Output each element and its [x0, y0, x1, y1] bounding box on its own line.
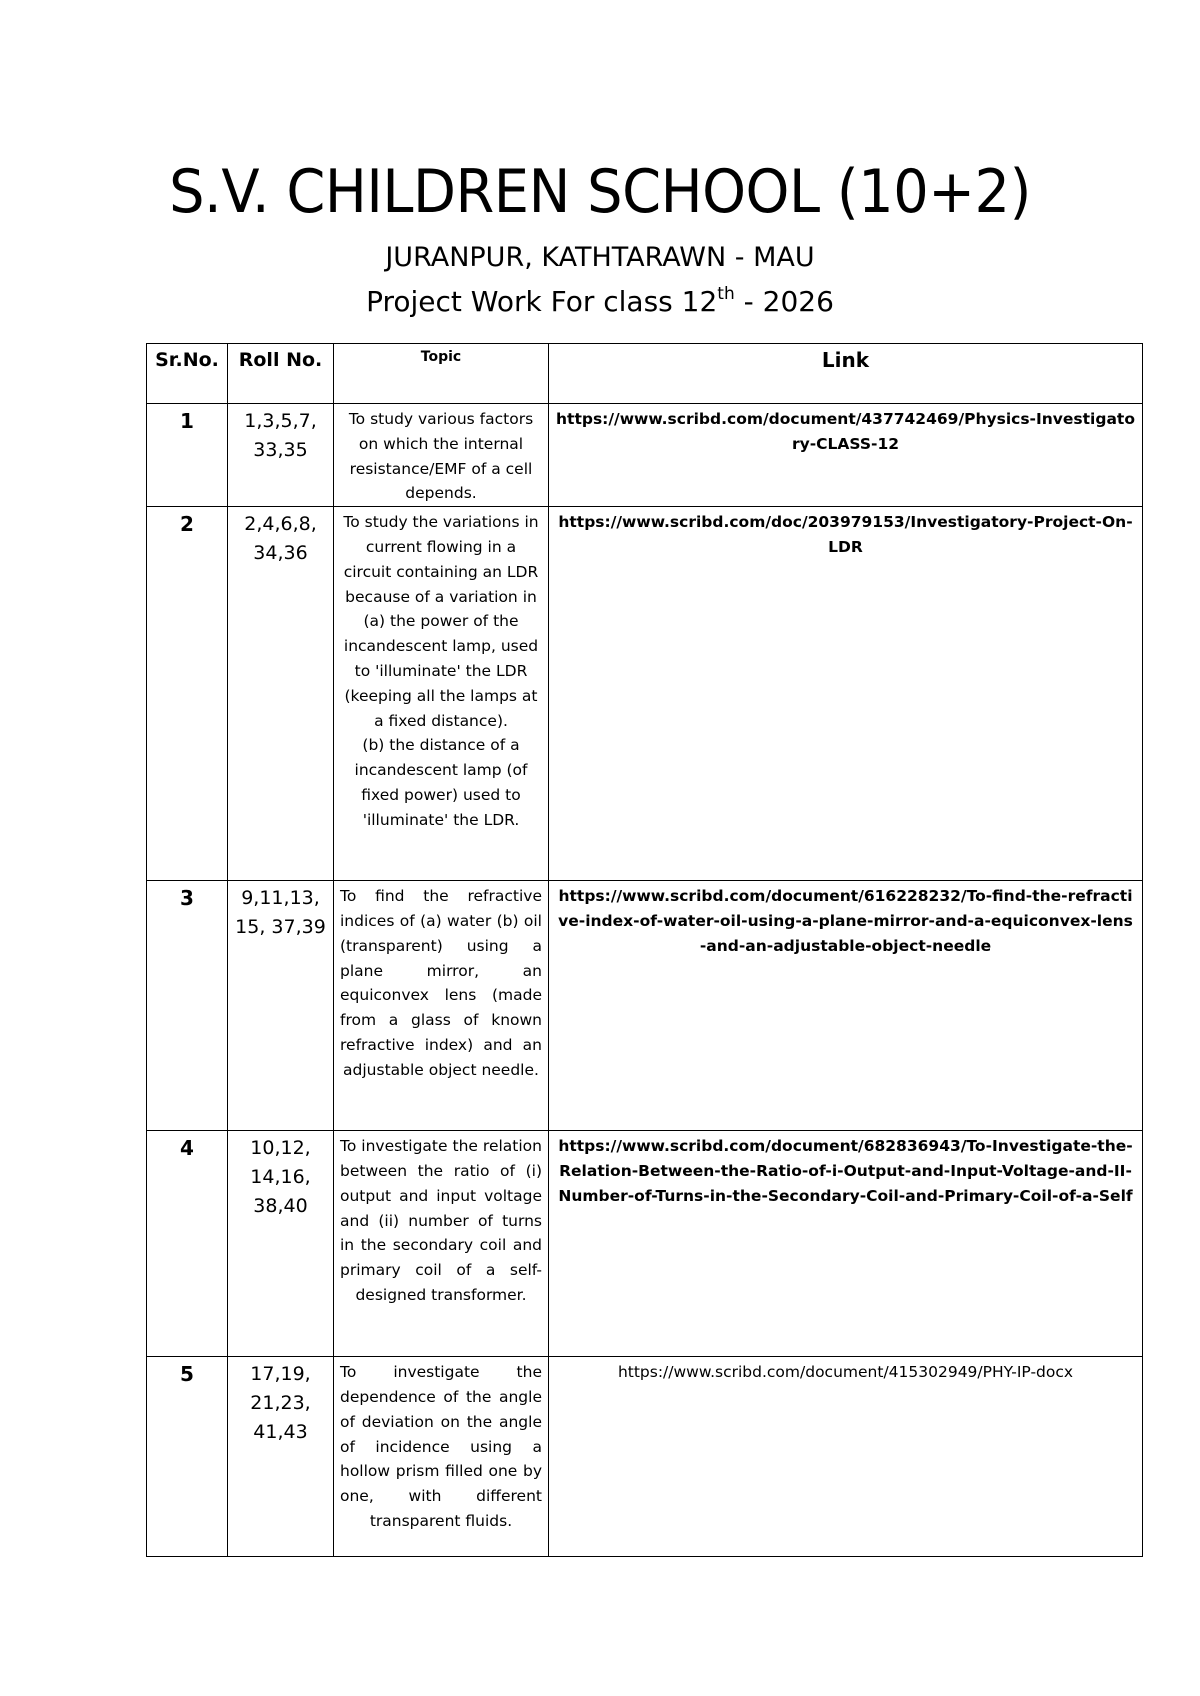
- cell-roll-no: 1,3,5,7, 33,35: [228, 404, 334, 507]
- table-row: [147, 1131, 1143, 1357]
- project-link[interactable]: https://www.scribd.com/document/437742469/Physics-Investigatory-CLASS-12: [556, 410, 1135, 453]
- cell-topic: To investigate the dependence of the angle of deviation on the angle of incidence using a hollow prism filled one by one, with different transparent fluids.: [334, 1357, 549, 1557]
- cell-roll-no: 17,19, 21,23, 41,43: [228, 1357, 334, 1557]
- cell-roll-no: 9,11,13, 15, 37,39: [228, 881, 334, 1131]
- cell-link: [549, 881, 1143, 1131]
- table-row: [147, 1357, 1143, 1557]
- cell-sr-no: 4: [147, 1131, 228, 1357]
- cell-link: [549, 1131, 1143, 1357]
- school-name-heading: S.V. CHILDREN SCHOOL (10+2): [169, 157, 1031, 227]
- cell-topic: To investigate the relation between the ratio of (i) output and input voltage and (ii) number of turns in the secondary coil and primary coil of a self-designed transformer.: [334, 1131, 549, 1357]
- project-table: [146, 343, 1143, 1557]
- topic-paragraph: (a) the power of the incandescent lamp, used to 'illuminate' the LDR (keeping all the lamps at a fixed distance).: [343, 612, 539, 730]
- cell-roll-no: 10,12, 14,16, 38,40: [228, 1131, 334, 1357]
- table-row: [147, 507, 1143, 881]
- project-link[interactable]: https://www.scribd.com/document/682836943/To-Investigate-the-Relation-Between-the-Ratio-of-i-Output-and-Input-Voltage-and-II-Number-of-Turns-in-the-Secondary-Coil-and-Primary-Coil-of-a-Self: [558, 1137, 1133, 1205]
- cell-topic: To study various factors on which the internal resistance/EMF of a cell depends.: [334, 404, 549, 507]
- table-row: [147, 404, 1143, 507]
- project-title-suffix: - 2026: [734, 285, 834, 318]
- table-header-row: [147, 344, 1143, 404]
- cell-link: [549, 507, 1143, 881]
- column-header-link: Link: [549, 344, 1143, 404]
- project-link[interactable]: https://www.scribd.com/doc/203979153/Investigatory-Project-On-LDR: [558, 513, 1133, 556]
- column-header-topic: Topic: [334, 344, 549, 404]
- column-header-roll-no: Roll No.: [228, 344, 334, 404]
- cell-sr-no: 3: [147, 881, 228, 1131]
- table-row: [147, 881, 1143, 1131]
- project-title-superscript: th: [717, 284, 735, 304]
- school-address: JURANPUR, KATHTARAWN - MAU: [385, 242, 815, 273]
- cell-topic: [334, 507, 549, 881]
- cell-sr-no: 2: [147, 507, 228, 881]
- column-header-sr-no: Sr.No.: [147, 344, 228, 404]
- cell-sr-no: 5: [147, 1357, 228, 1557]
- project-link[interactable]: https://www.scribd.com/document/415302949/PHY-IP-docx: [617, 1363, 1074, 1382]
- topic-paragraph: (b) the distance of a incandescent lamp (of fixed power) used to 'illuminate' the LDR.: [354, 736, 528, 829]
- topic-paragraph: To study the variations in current flowing in a circuit containing an LDR because of a variation in: [343, 513, 539, 606]
- cell-sr-no: 1: [147, 404, 228, 507]
- project-title: [0, 284, 1200, 320]
- cell-topic: To find the refractive indices of (a) water (b) oil (transparent) using a plane mirror, an equiconvex lens (made from a glass of known refractive index) and an adjustable object needle.: [334, 881, 549, 1131]
- project-link[interactable]: https://www.scribd.com/document/616228232/To-find-the-refractive-index-of-water-oil-using-a-plane-mirror-and-a-equiconvex-lens-and-an-adjustable-object-needle: [558, 887, 1133, 955]
- cell-link: [549, 1357, 1143, 1557]
- project-title-prefix: Project Work For class 12: [366, 285, 718, 318]
- cell-roll-no: 2,4,6,8, 34,36: [228, 507, 334, 881]
- cell-link: [549, 404, 1143, 507]
